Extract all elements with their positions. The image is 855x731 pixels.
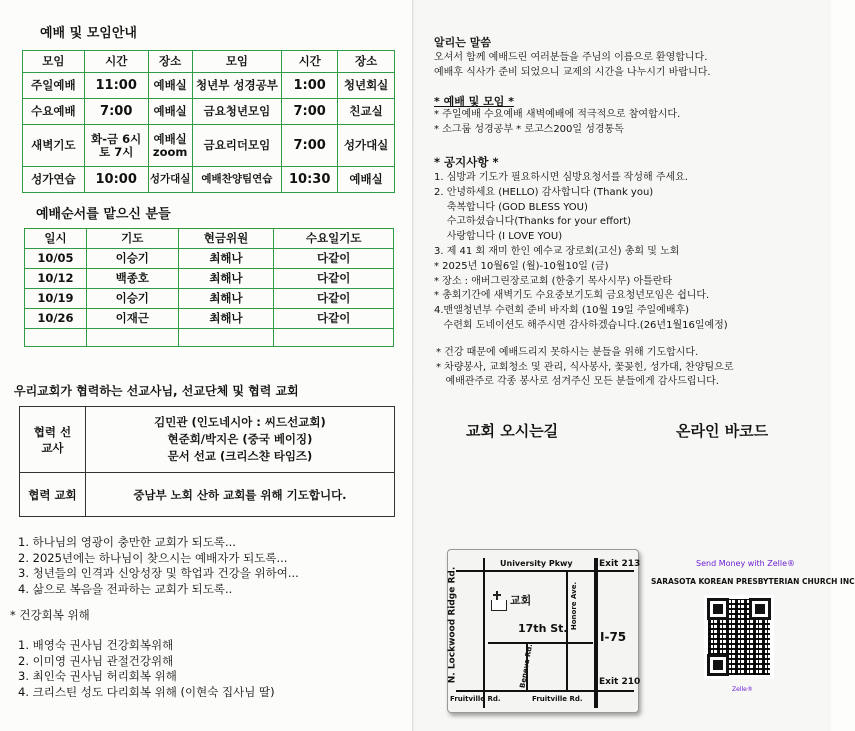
- table-cell: 다같이: [274, 289, 394, 309]
- order-title: 예배순서를 맡으신 분들: [36, 207, 171, 222]
- qr-finder-icon: [707, 598, 729, 620]
- table-row: [25, 249, 394, 269]
- qr-finder-icon: [749, 598, 771, 620]
- table-cell: 10/05: [25, 249, 87, 269]
- prayer-list: [18, 535, 299, 597]
- table-cell: 성가대실: [148, 167, 192, 193]
- text-line: 수고하셨습니다(Thanks for your effort): [434, 216, 632, 228]
- text-line: 1. 심방과 기도가 필요하시면 심방요청서를 작성해 주세요.: [434, 172, 688, 183]
- church-map: [447, 549, 639, 713]
- text-line: * 장소 : 애버그린장로교회 (한충기 목사시무) 아틀란타: [434, 275, 673, 287]
- table-cell: 7:00: [282, 125, 338, 167]
- table-row: [20, 407, 395, 473]
- table-cell: [178, 329, 274, 347]
- label-fruitville-2: Fruitville Rd.: [532, 695, 583, 703]
- table-cell: 10:30: [282, 167, 338, 193]
- table-cell: 화-금 6시 토 7시: [84, 125, 148, 167]
- table-cell: 7:00: [84, 99, 148, 125]
- table-cell: [25, 329, 87, 347]
- table-cell: 새벽기도: [23, 125, 85, 167]
- label-church: 교회: [510, 594, 532, 607]
- worship-header-cell: 장소: [148, 51, 192, 73]
- table-cell: 최해나: [178, 249, 274, 269]
- worship-header-cell: 모임: [23, 51, 85, 73]
- table-cell: 예배찬양팀연습: [192, 167, 282, 193]
- meetings-text: [434, 108, 680, 137]
- table-cell: 10/12: [25, 269, 87, 289]
- mission-church: 중남부 노회 산하 교회를 위해 기도합니다.: [85, 473, 394, 517]
- list-item: 김민관 (인도네시아 : 씨드선교회): [154, 415, 326, 429]
- road-i75: [594, 558, 598, 708]
- text-line: * 소그룹 성경공부 * 로고스200일 성경통독: [434, 123, 624, 135]
- table-cell: 예배실 zoom: [148, 125, 192, 167]
- table-cell: 친교실: [338, 99, 395, 125]
- order-table: [24, 228, 394, 347]
- order-header-cell: 기도: [86, 229, 178, 249]
- table-cell: 다같이: [274, 309, 394, 329]
- table-cell: 금요청년모임: [192, 99, 282, 125]
- label-honore: Honore Ave.: [570, 581, 579, 631]
- directions-title: 교회 오시는길: [466, 422, 559, 440]
- table-row: [23, 125, 395, 167]
- table-cell: 다같이: [274, 269, 394, 289]
- text-line: 4.맨앨청년부 수련회 준비 바자회 (10월 19일 주일예배후): [434, 305, 690, 317]
- table-cell: 10:00: [84, 167, 148, 193]
- table-cell: 예배실: [148, 73, 192, 99]
- worship-title: 예배 및 모임안내: [40, 26, 137, 41]
- mission-title: 우리교회가 협력하는 선교사님, 선교단체 및 협력 교회: [14, 384, 299, 398]
- list-item: 2. 2025년에는 하나님이 찾으시는 예배자가 되도록...: [18, 550, 288, 565]
- label-lockwood: N. Lockwood Ridge Rd.: [447, 566, 458, 684]
- table-cell: 수요예배: [23, 99, 85, 125]
- qr-finder-icon: [707, 654, 729, 676]
- table-row: [25, 309, 394, 329]
- label-i75: I-75: [600, 630, 627, 644]
- table-cell: 금요리더모임: [192, 125, 282, 167]
- health-prayer-text: [436, 346, 733, 390]
- left-page: [0, 0, 413, 731]
- table-cell: 예배실: [338, 167, 395, 193]
- table-cell: [86, 329, 178, 347]
- barcode-title: 온라인 바코드: [676, 422, 769, 440]
- order-header-cell: 수요일기도: [274, 229, 394, 249]
- label-exit210: Exit 210: [599, 677, 641, 687]
- church-icon: [491, 600, 507, 611]
- table-row: [23, 99, 395, 125]
- mission-label: 협력 선교사: [20, 407, 86, 473]
- table-cell: 10/26: [25, 309, 87, 329]
- list-item: 2. 이미영 권사님 관절건강위해: [18, 653, 174, 668]
- table-row: [20, 473, 395, 517]
- table-cell: 백종호: [86, 269, 178, 289]
- worship-table: [22, 50, 395, 193]
- worship-header-row: [23, 51, 395, 73]
- church-name-en: SARASOTA KOREAN PRESBYTERIAN CHURCH INC: [651, 577, 855, 586]
- table-cell: 성가대실: [338, 125, 395, 167]
- table-cell: 이승기: [86, 249, 178, 269]
- table-cell: 성가연습: [23, 167, 85, 193]
- table-cell: 최해나: [178, 269, 274, 289]
- table-cell: 1:00: [282, 73, 338, 99]
- table-row: [23, 167, 395, 193]
- road-17th: [488, 642, 593, 644]
- label-fruitville-1: Fruitville Rd.: [450, 695, 501, 703]
- list-item: 현준희/박지은 (중국 베이징): [167, 432, 313, 446]
- table-cell: 이재근: [86, 309, 178, 329]
- text-line: 오셔서 함께 예배드린 여러분들을 주님의 이름으로 환영합니다.: [434, 52, 708, 63]
- text-line: 예배후 식사가 준비 되었으니 교제의 시간을 나누시기 바랍니다.: [434, 67, 711, 78]
- table-cell: 주일예배: [23, 73, 85, 99]
- table-cell: 최해나: [178, 309, 274, 329]
- label-exit213: Exit 213: [599, 559, 641, 569]
- health-list: [18, 638, 275, 700]
- road-lockwood: [483, 558, 485, 708]
- table-row: [23, 73, 395, 99]
- text-line: * 총회기간에 새벽기도 수요중보기도회 금요청년모임은 쉽니다.: [434, 290, 710, 302]
- text-line: * 주일예배 수요예배 새벽예배에 적극적으로 참여합시다.: [434, 109, 681, 120]
- text-line: 사랑합니다 (I LOVE YOU): [434, 231, 563, 243]
- table-row: [25, 269, 394, 289]
- zelle-logo: Zelle®: [732, 686, 753, 693]
- worship-header-cell: 시간: [282, 51, 338, 73]
- text-line: * 2025년 10월6일 (월)-10월10일 (금): [434, 260, 609, 272]
- label-beneva: Beneva Rd.: [518, 643, 535, 689]
- zelle-qr-code[interactable]: [704, 595, 774, 679]
- order-header-cell: 일시: [25, 229, 87, 249]
- text-line: * 차량봉사, 교회청소 및 관리, 식사봉사, 꽃꽂힌, 성가대, 찬양팀으로: [436, 361, 734, 373]
- table-cell: 이승기: [86, 289, 178, 309]
- announce-title: * 공지사항 *: [434, 155, 499, 169]
- worship-header-cell: 시간: [84, 51, 148, 73]
- text-line: 예배관주로 각종 봉사로 섬겨주신 모든 분들에게 감사드립니다.: [436, 376, 719, 387]
- right-page: [414, 0, 855, 731]
- meetings-title: * 예배 및 모임 *: [434, 95, 514, 108]
- text-line: 2. 안녕하세요 (HELLO) 감사합니다 (Thank you): [434, 186, 654, 198]
- list-item: 4. 삶으로 복음을 전파하는 교회가 되도록..: [18, 581, 233, 596]
- mission-label: 협력 교회: [20, 473, 86, 517]
- order-header-row: [25, 229, 394, 249]
- table-cell: 7:00: [282, 99, 338, 125]
- table-cell: 다같이: [274, 249, 394, 269]
- text-line: 3. 제 41 회 재미 한인 예수교 장로회(고신) 총회 및 노회: [434, 245, 680, 257]
- order-header-cell: 현금위원: [178, 229, 274, 249]
- text-line: 수련회 도네이션도 해주시면 감사하겠습니다.(26년1월16일예정): [434, 319, 728, 331]
- table-cell: 청년부 성경공부: [192, 73, 282, 99]
- table-cell: 최해나: [178, 289, 274, 309]
- list-item: 1. 하나님의 영광이 충만한 교회가 되도록...: [18, 535, 236, 549]
- table-cell: 예배실: [148, 99, 192, 125]
- table-row: [25, 289, 394, 309]
- table-cell: 10/19: [25, 289, 87, 309]
- mission-table: [19, 406, 395, 517]
- list-item: 1. 배영숙 권사님 건강회복위해: [18, 638, 174, 652]
- table-row-empty: [25, 329, 394, 347]
- table-cell: 청년회실: [338, 73, 395, 99]
- text-line: 축복합니다 (GOD BLESS YOU): [434, 201, 588, 213]
- list-item: 문서 선교 (크리스챤 타임즈): [167, 449, 313, 463]
- notice-title: 알리는 말씀: [434, 36, 491, 49]
- health-title: * 건강회복 위해: [10, 608, 90, 622]
- table-cell: 11:00: [84, 73, 148, 99]
- list-item: 3. 청년들의 인격과 신앙성장 및 학업과 건강을 위하여...: [18, 566, 299, 580]
- table-cell: [274, 329, 394, 347]
- zelle-send-text: Send Money with Zelle®: [696, 559, 796, 568]
- label-17th: 17th St.: [518, 622, 568, 635]
- worship-header-cell: 모임: [192, 51, 282, 73]
- announce-text: [434, 171, 728, 334]
- text-line: * 건강 때문에 예배드리지 못하시는 분들을 위해 기도합시다.: [436, 347, 699, 358]
- label-university: University Pkwy: [500, 559, 573, 568]
- notice-text: [434, 50, 711, 80]
- list-item: 4. 크리스틴 성도 다리회복 위해 (이현숙 집사님 딸): [18, 684, 275, 699]
- mission-missionaries: [85, 407, 394, 473]
- list-item: 3. 최인숙 권사님 허리회복 위해: [18, 669, 177, 683]
- worship-header-cell: 장소: [338, 51, 395, 73]
